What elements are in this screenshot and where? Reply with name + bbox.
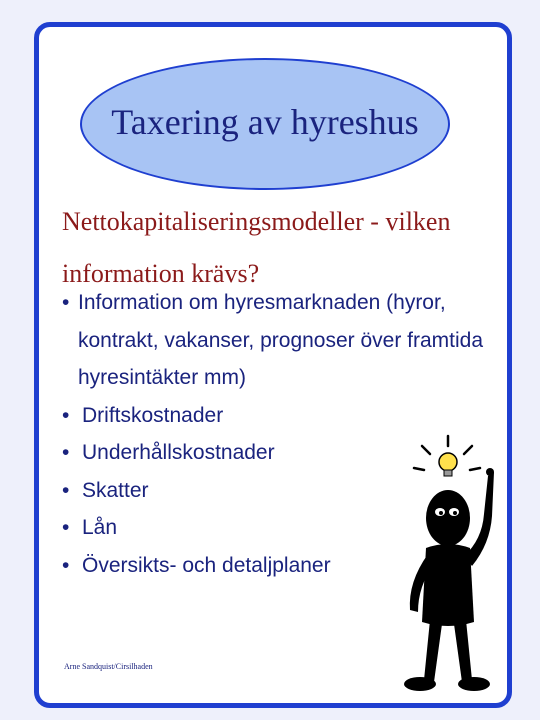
bullet-text: Underhållskostnader <box>82 441 275 464</box>
bullet-text: Information om hyresmarknaden (hyror, kontrakt, vakanser, prognoser över framtida hyresintäkter mm) <box>78 291 484 389</box>
thinking-figure-icon <box>380 432 510 702</box>
lightbulb-icon <box>439 453 457 476</box>
body-icon <box>422 544 474 626</box>
slide-subtitle: Nettokapitaliseringsmodeller - vilken information krävs? <box>62 207 451 288</box>
bullet-marker: • <box>62 403 70 427</box>
bullet-text: Lån <box>82 516 118 539</box>
bullet-item <box>62 397 502 435</box>
head-icon <box>426 490 470 546</box>
bullet-marker: • <box>62 553 70 577</box>
bullet-text: Översikts- och detaljplaner <box>82 553 331 577</box>
bullet-marker: • <box>62 441 70 464</box>
footer-credit: Arne Sandquist/Cirsilhaden <box>64 662 153 671</box>
bullet-marker: • <box>62 516 70 539</box>
bullet-marker: • <box>62 478 70 502</box>
bullet-text: Skatter <box>82 478 149 502</box>
bullet-marker: • <box>62 291 70 314</box>
bullet-text: Driftskostnader <box>82 403 224 427</box>
bullet-item <box>62 284 502 397</box>
slide-title: Taxering av hyreshus <box>111 102 419 142</box>
